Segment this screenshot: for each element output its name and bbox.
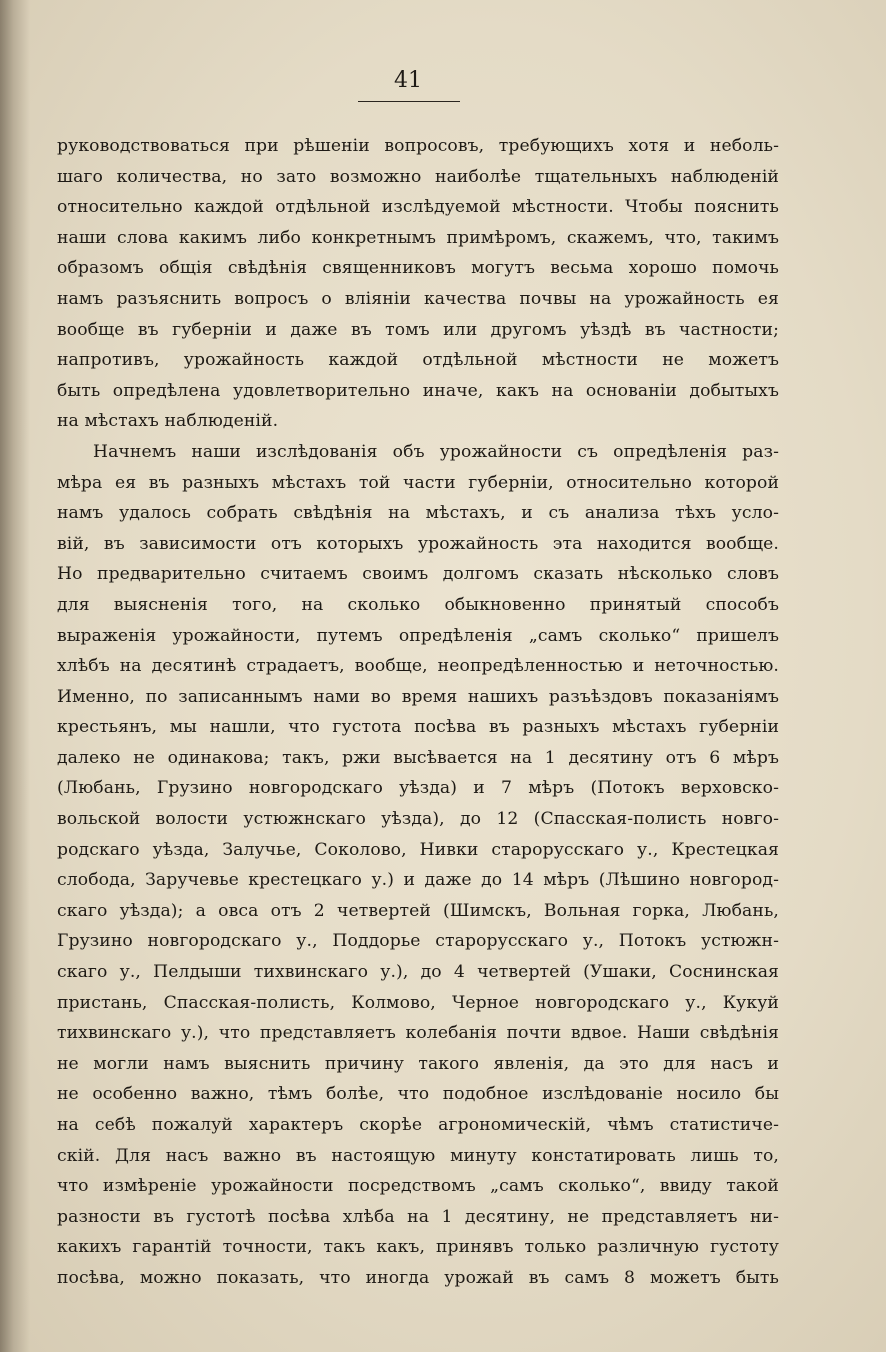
- text-line: выраженія урожайности, путемъ опредѣленія „самъ сколько“ пришелъ: [57, 625, 779, 646]
- text-line: шаго количества, но зато возможно наиболѣе тщательныхъ наблюденій: [57, 166, 779, 187]
- page-number: 41: [394, 68, 422, 93]
- text-line: намъ удалось собрать свѣдѣнія на мѣстахъ, и съ анализа тѣхъ усло-: [57, 503, 779, 524]
- text-line: вольской волости устюжнскаго уѣзда), до 12 (Спасская-полисть новго-: [57, 809, 779, 830]
- text-line: руководствоваться при рѣшеніи вопросовъ, требующихъ хотя и неболь-: [57, 136, 779, 156]
- paragraph: [57, 437, 779, 1294]
- text-line: наши слова какимъ либо конкретнымъ примѣромъ, скажемъ, что, такимъ: [57, 227, 779, 248]
- text-line: скаго уѣзда); а овса отъ 2 четвертей (Шимскъ, Вольная горка, Любань,: [57, 900, 779, 921]
- text-line: крестьянъ, мы нашли, что густота посѣва въ разныхъ мѣстахъ губерніи: [57, 717, 779, 738]
- text-line: слобода, Заручевье крестецкаго у.) и даже до 14 мѣръ (Лѣшино новгород-: [57, 870, 779, 891]
- text-line: быть опредѣлена удовлетворительно иначе, какъ на основаніи добытыхъ: [57, 380, 779, 401]
- text-line: вій, въ зависимости отъ которыхъ урожайность эта находится вообще.: [57, 533, 779, 554]
- text-line: на мѣстахъ наблюденій.: [57, 411, 279, 432]
- text-line: что измѣреніе урожайности посредствомъ „самъ сколько“, ввиду такой: [57, 1176, 779, 1197]
- text-line: (Любань, Грузино новгородскаго уѣзда) и 7 мѣръ (Потокъ верховско-: [57, 778, 779, 799]
- text-line: намъ разъяснить вопросъ о вліяніи качества почвы на урожайность ея: [57, 288, 779, 309]
- text-line: Но предварительно считаемъ своимъ долгомъ сказать нѣсколько словъ: [57, 564, 779, 585]
- text-line: образомъ общія свѣдѣнія священниковъ могутъ весьма хорошо помочь: [57, 258, 779, 279]
- page-number-rule: [358, 101, 460, 102]
- text-line: скій. Для насъ важно въ настоящую минуту констатировать лишь то,: [57, 1145, 779, 1166]
- text-line: родскаго уѣзда, Залучье, Соколово, Нивки старорусскаго у., Крестецкая: [57, 839, 779, 860]
- text-line: относительно каждой отдѣльной изслѣдуемой мѣстности. Чтобы пояснить: [57, 197, 779, 218]
- text-line: не могли намъ выяснить причину такого явленія, да это для насъ и: [57, 1053, 779, 1074]
- text-line: мѣра ея въ разныхъ мѣстахъ той части губерніи, относительно которой: [57, 472, 779, 493]
- text-line: не особенно важно, тѣмъ болѣе, что подобное изслѣдованіе носило бы: [57, 1084, 779, 1105]
- text-line: Именно, по записаннымъ нами во время нашихъ разъѣздовъ показаніямъ: [57, 686, 779, 707]
- text-line: разности въ густотѣ посѣва хлѣба на 1 десятину, не представляетъ ни-: [57, 1206, 779, 1227]
- text-line: Грузино новгородскаго у., Поддорье старорусскаго у., Потокъ устюжн-: [57, 931, 779, 952]
- text-line: пристань, Спасская-полисть, Колмово, Черное новгородскаго у., Кукуй: [57, 992, 779, 1013]
- text-line: для выясненія того, на сколько обыкновенно принятый способъ: [57, 594, 779, 615]
- text-line: какихъ гарантій точности, такъ какъ, принявъ только различную густоту: [57, 1237, 779, 1258]
- text-line: скаго у., Пелдыши тихвинскаго у.), до 4 четвертей (Ушаки, Соснинская: [57, 962, 779, 983]
- text-line: тихвинскаго у.), что представляетъ колебанія почти вдвое. Наши свѣдѣнія: [57, 1023, 779, 1044]
- text-line: Начнемъ наши изслѣдованія объ урожайности съ опредѣленія раз-: [93, 441, 779, 462]
- paragraph: [57, 131, 779, 437]
- text-line: посѣва, можно показать, что иногда урожай въ самъ 8 можетъ быть: [57, 1267, 779, 1288]
- text-line: на себѣ пожалуй характеръ скорѣе агрономическій, чѣмъ статистиче-: [57, 1115, 779, 1135]
- binding-shadow: [0, 0, 30, 1352]
- text-line: вообще въ губерніи и даже въ томъ или другомъ уѣздѣ въ частности;: [57, 319, 779, 340]
- text-line: напротивъ, урожайность каждой отдѣльной мѣстности не можетъ: [57, 350, 779, 371]
- text-line: далеко не одинакова; такъ, ржи высѣвается на 1 десятину отъ 6 мѣръ: [57, 747, 779, 768]
- body-text: [57, 131, 779, 1294]
- text-line: хлѣбъ на десятинѣ страдаетъ, вообще, неопредѣленностью и неточностью.: [57, 656, 779, 677]
